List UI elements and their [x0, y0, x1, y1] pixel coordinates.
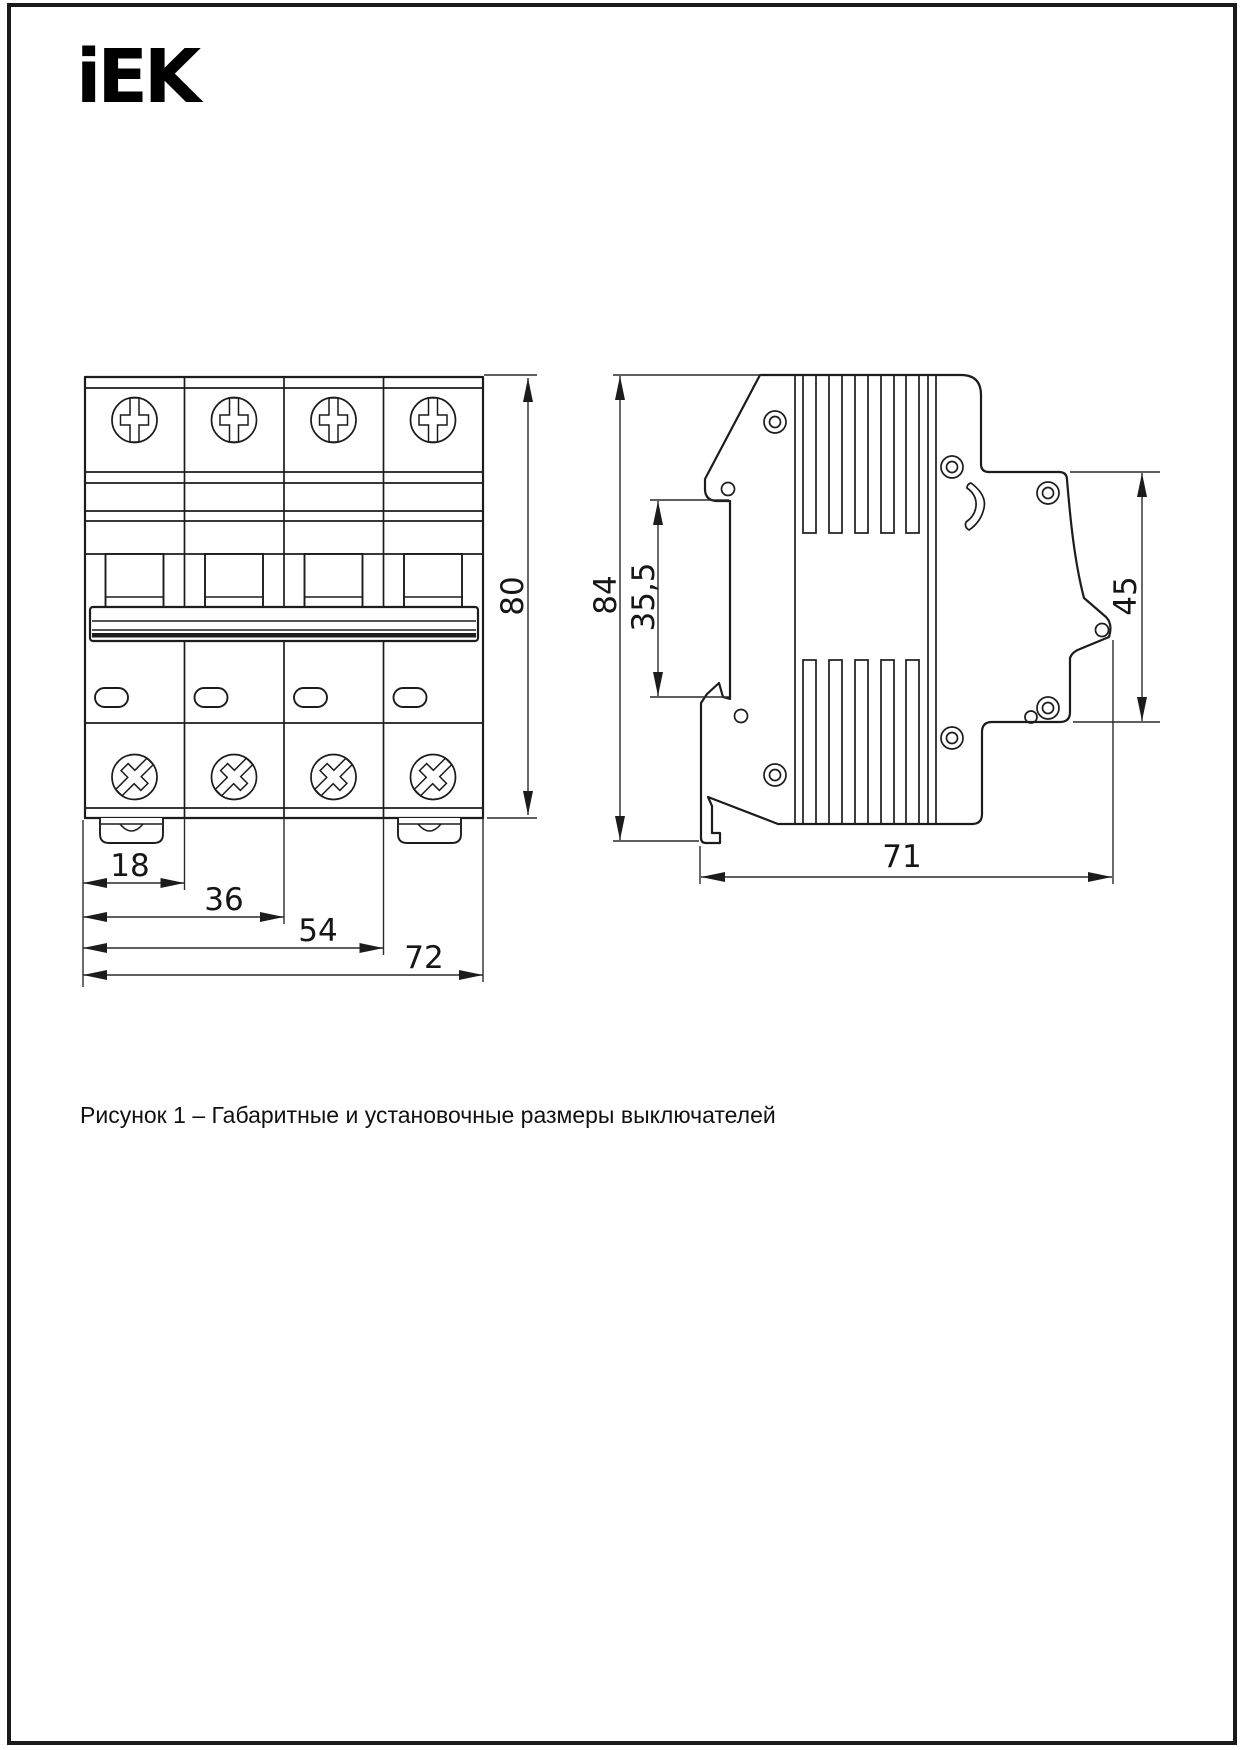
dim-label-72: 72	[404, 940, 444, 976]
dim-label-54: 54	[298, 913, 338, 949]
dim-label-84: 84	[588, 575, 624, 615]
dim-label-80: 80	[495, 576, 531, 616]
figure-caption: Рисунок 1 – Габаритные и установочные размеры выключателей	[80, 1102, 776, 1128]
dim-label-35-5: 35,5	[626, 562, 662, 632]
dim-label-18: 18	[110, 848, 150, 884]
din-rail-clips	[100, 818, 461, 843]
side-view	[588, 375, 1160, 884]
iek-logo: iEK	[76, 34, 198, 120]
dim-label-71: 71	[882, 839, 922, 875]
dim-label-45: 45	[1108, 576, 1144, 616]
dim-label-36: 36	[204, 882, 244, 918]
front-view	[83, 375, 537, 987]
handle-tie-bar	[90, 607, 478, 641]
